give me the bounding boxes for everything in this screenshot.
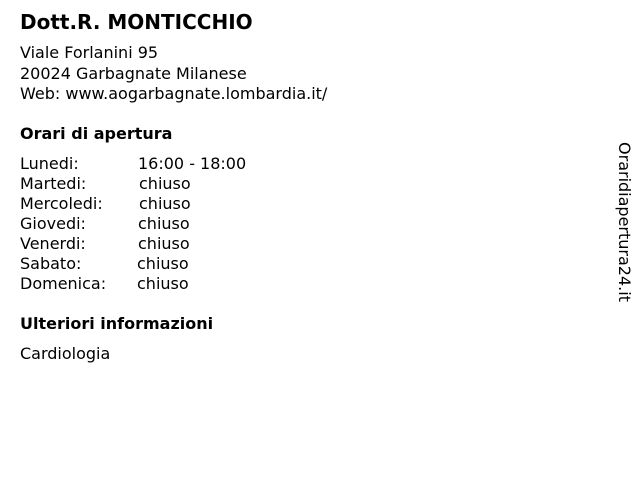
day-label: Venerdi: [20,234,86,253]
day-hours: chiuso [138,214,190,233]
opening-hours-heading: Orari di apertura [20,124,173,143]
site-watermark: Oraridiapertura24.it [615,142,634,302]
day-label: Domenica: [20,274,107,293]
day-label: Mercoledi: [20,194,103,213]
day-label: Lunedi: [20,154,79,173]
address-street: Viale Forlanini 95 [20,43,159,62]
address-city: 20024 Garbagnate Milanese [20,64,247,83]
website-link[interactable]: Web: www.aogarbagnate.lombardia.it/ [20,84,328,103]
day-hours: 16:00 - 18:00 [138,154,247,173]
business-name: Dott.R. MONTICCHIO [20,10,253,34]
day-hours: chiuso [139,194,191,213]
day-label: Giovedi: [20,214,86,233]
day-hours: chiuso [137,254,189,273]
day-hours: chiuso [137,274,189,293]
day-hours: chiuso [138,234,190,253]
day-label: Sabato: [20,254,82,273]
day-label: Martedi: [20,174,87,193]
additional-info-heading: Ulteriori informazioni [20,314,214,333]
specialty-text: Cardiologia [20,344,111,363]
day-hours: chiuso [139,174,191,193]
